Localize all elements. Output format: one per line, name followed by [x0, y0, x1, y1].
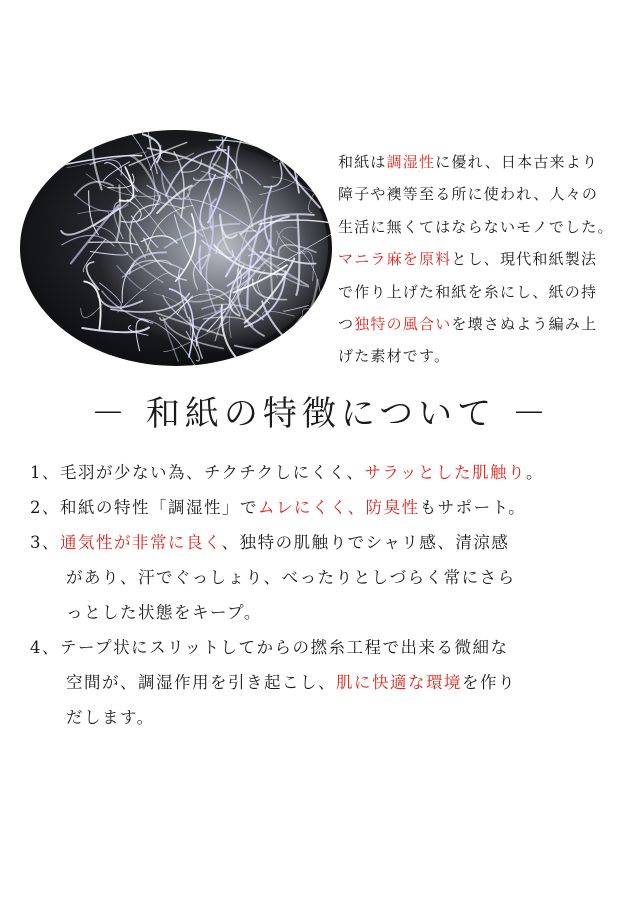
text-segment: 和紙は	[338, 153, 387, 171]
intro-line	[338, 276, 638, 308]
washi-yarn-image	[18, 128, 334, 368]
feature-line	[30, 490, 620, 525]
highlight-text: ムレにくく、防臭性	[258, 498, 420, 517]
text-segment: 、独特の肌触りでシャリ感、清涼感	[221, 533, 510, 552]
feature-list	[30, 455, 620, 735]
feature-line	[30, 665, 620, 700]
text-segment: 1、毛羽が少ない為、チクチクしにくく、	[30, 463, 365, 482]
feature-item	[30, 630, 620, 735]
text-segment: 4、テープ状にスリットしてからの撚糸工程で出来る微細な	[30, 638, 509, 657]
text-segment: 3、	[30, 533, 60, 552]
text-segment: に優れ、日本古来より	[435, 153, 599, 171]
feature-line	[30, 560, 620, 595]
highlight-text: マニラ麻を原料	[338, 250, 452, 269]
text-segment: 空間が、調湿作用を引き起こし、	[66, 673, 336, 692]
intro-line	[338, 211, 638, 243]
intro-line	[338, 178, 638, 210]
feature-line	[30, 525, 620, 560]
feature-line	[30, 595, 620, 630]
intro-line	[338, 340, 638, 372]
section-heading: － 和紙の特徴について －	[91, 394, 551, 434]
text-segment: 生活に無くてはならないモノでした。	[338, 217, 614, 236]
highlight-text: 調湿性	[386, 153, 436, 171]
feature-line	[30, 700, 620, 735]
text-segment: があり、汗でぐっしょり、べったりとしづらく常にさら	[66, 568, 516, 587]
text-segment: もサポート。	[419, 498, 527, 517]
intro-text	[338, 146, 638, 373]
yarn-strand	[298, 129, 317, 168]
feature-item	[30, 525, 620, 630]
text-segment: とし、現代和紙製法	[451, 250, 598, 269]
text-segment: っとした状態をキープ。	[66, 603, 262, 622]
feature-item	[30, 490, 620, 525]
highlight-text: 通気性が非常に良く	[60, 533, 222, 552]
text-segment: だします。	[66, 708, 155, 727]
yarn-strand	[299, 326, 306, 352]
highlight-text: サラッとした肌触り	[364, 463, 527, 482]
highlight-text: 肌に快適な環境	[336, 673, 462, 692]
feature-line	[30, 630, 620, 665]
text-segment: を壊さぬよう編み上	[451, 314, 598, 333]
intro-line	[338, 308, 638, 340]
text-segment: 。	[526, 463, 545, 482]
text-segment: つ	[338, 314, 355, 333]
text-segment: げた素材です。	[338, 347, 451, 366]
feature-item	[30, 455, 620, 490]
text-segment: 2、和紙の特性「調湿性」で	[30, 498, 258, 517]
feature-line	[30, 455, 620, 490]
highlight-text: 独特の風合い	[354, 314, 452, 333]
text-segment: 障子や襖等至る所に使われ、人々の	[338, 185, 599, 204]
intro-line	[338, 243, 638, 275]
intro-line	[338, 146, 638, 178]
text-segment: で作り上げた和紙を糸にし、紙の持	[338, 282, 598, 301]
text-segment: を作り	[462, 673, 516, 692]
